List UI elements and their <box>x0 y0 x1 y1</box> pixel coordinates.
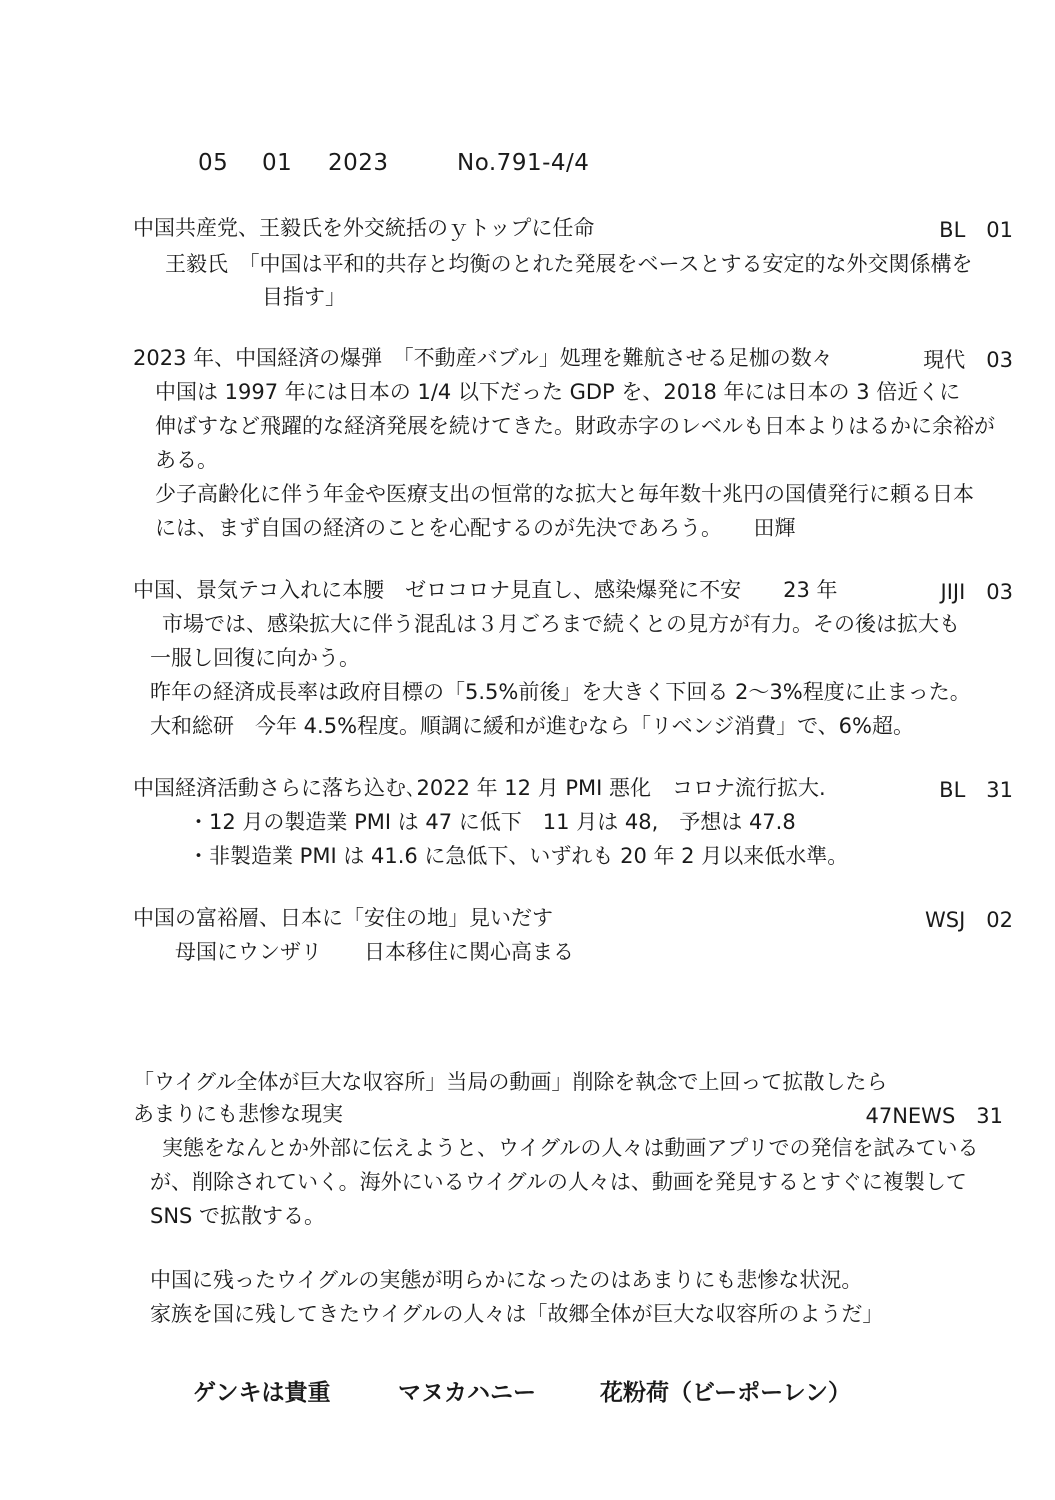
article-body-line: ある。 <box>155 448 218 472</box>
header-year: 2023 <box>328 150 389 176</box>
article-source: 現代 03 <box>923 348 1013 372</box>
article-source: 47NEWS 31 <box>865 1104 1003 1128</box>
header-issue-number: No.791-4/4 <box>457 150 590 176</box>
article-body-line: 伸ばすなど飛躍的な経済発展を続けてきた。財政赤字のレベルも日本よりはるかに余裕が <box>155 414 995 438</box>
article-body-line: が、削除されていく。海外にいるウイグルの人々は、動画を発見するとすぐに複製して <box>150 1170 967 1194</box>
article-source: BL 01 <box>939 218 1013 242</box>
header-day: 01 <box>262 150 293 176</box>
article-source: JIJI 03 <box>940 580 1013 604</box>
article-body-line: 実態をなんとか外部に伝えようと、ウイグルの人々は動画アプリでの発信を試みている <box>162 1136 979 1160</box>
footer-item: ゲンキは貴重 <box>193 1380 331 1406</box>
article-title: 中国共産党、王毅氏を外交統括のｙトップに任命 <box>133 216 595 240</box>
article-title: 中国の富裕層、日本に「安住の地」見いだす <box>133 906 553 930</box>
article-title: 中国、景気テコ入れに本腰 ゼロコロナ見直し、感染爆発に不安 23 年 <box>133 578 838 602</box>
article-body-line: 王毅氏 「中国は平和的共存と均衡のとれた発展をベースとする安定的な外交関係構を <box>165 252 973 276</box>
article-body-line: 市場では、感染拡大に伴う混乱は３月ごろまで続くとの見方が有力。その後は拡大も <box>162 612 960 636</box>
article-body-line: 家族を国に残してきたウイグルの人々は「故郷全体が巨大な収容所のようだ」 <box>150 1302 884 1326</box>
article-body-line: 母国にウンザリ 日本移住に関心高まる <box>175 940 574 964</box>
article-body-line: 目指す」 <box>262 285 346 309</box>
article-body-line: 昨年の経済成長率は政府目標の「5.5%前後」を大きく下回る 2～3%程度に止まった。 <box>150 680 971 704</box>
article-body-line: SNS で拡散する。 <box>150 1204 326 1228</box>
article-body-line: ・12 月の製造業 PMI は 47 に低下 11 月は 48, 予想は 47.8 <box>188 810 796 834</box>
article-title-continued: あまりにも悲惨な現実 <box>133 1102 343 1126</box>
header-month: 05 <box>198 150 229 176</box>
article-title: 中国経済活動さらに落ち込む､2022 年 12 月 PMI 悪化 コロナ流行拡大. <box>133 776 826 800</box>
footer-item: 花粉荷（ビーポーレン） <box>600 1380 852 1406</box>
footer-item: マヌカハニー <box>398 1380 536 1406</box>
article-body-line: ・非製造業 PMI は 41.6 に急低下、いずれも 20 年 2 月以来低水準。 <box>188 844 849 868</box>
article-body-line: 大和総研 今年 4.5%程度。順調に緩和が進むなら「リベンジ消費」で、6%超。 <box>150 714 914 738</box>
article-body-line: 一服し回復に向かう。 <box>150 646 360 670</box>
article-body-line: 少子高齢化に伴う年金や医療支出の恒常的な拡大と毎年数十兆円の国債発行に頼る日本 <box>155 482 974 506</box>
article-body-line: 中国に残ったウイグルの実態が明らかになったのはあまりにも悲惨な状況。 <box>150 1268 863 1292</box>
article-title: 2023 年、中国経済の爆弾 「不動産バブル」処理を難航させる足枷の数々 <box>133 346 833 370</box>
article-source: BL 31 <box>939 778 1013 802</box>
article-body-line: には、まず自国の経済のことを心配するのが先決であろう。 田輝 <box>155 516 796 540</box>
article-body-line: 中国は 1997 年には日本の 1/4 以下だった GDP を、2018 年には日本の 3 倍近くに <box>155 380 961 404</box>
article-source: WSJ 02 <box>924 908 1013 932</box>
article-title: 「ウイグル全体が巨大な収容所」当局の動画」削除を執念で上回って拡散したら <box>133 1070 888 1094</box>
